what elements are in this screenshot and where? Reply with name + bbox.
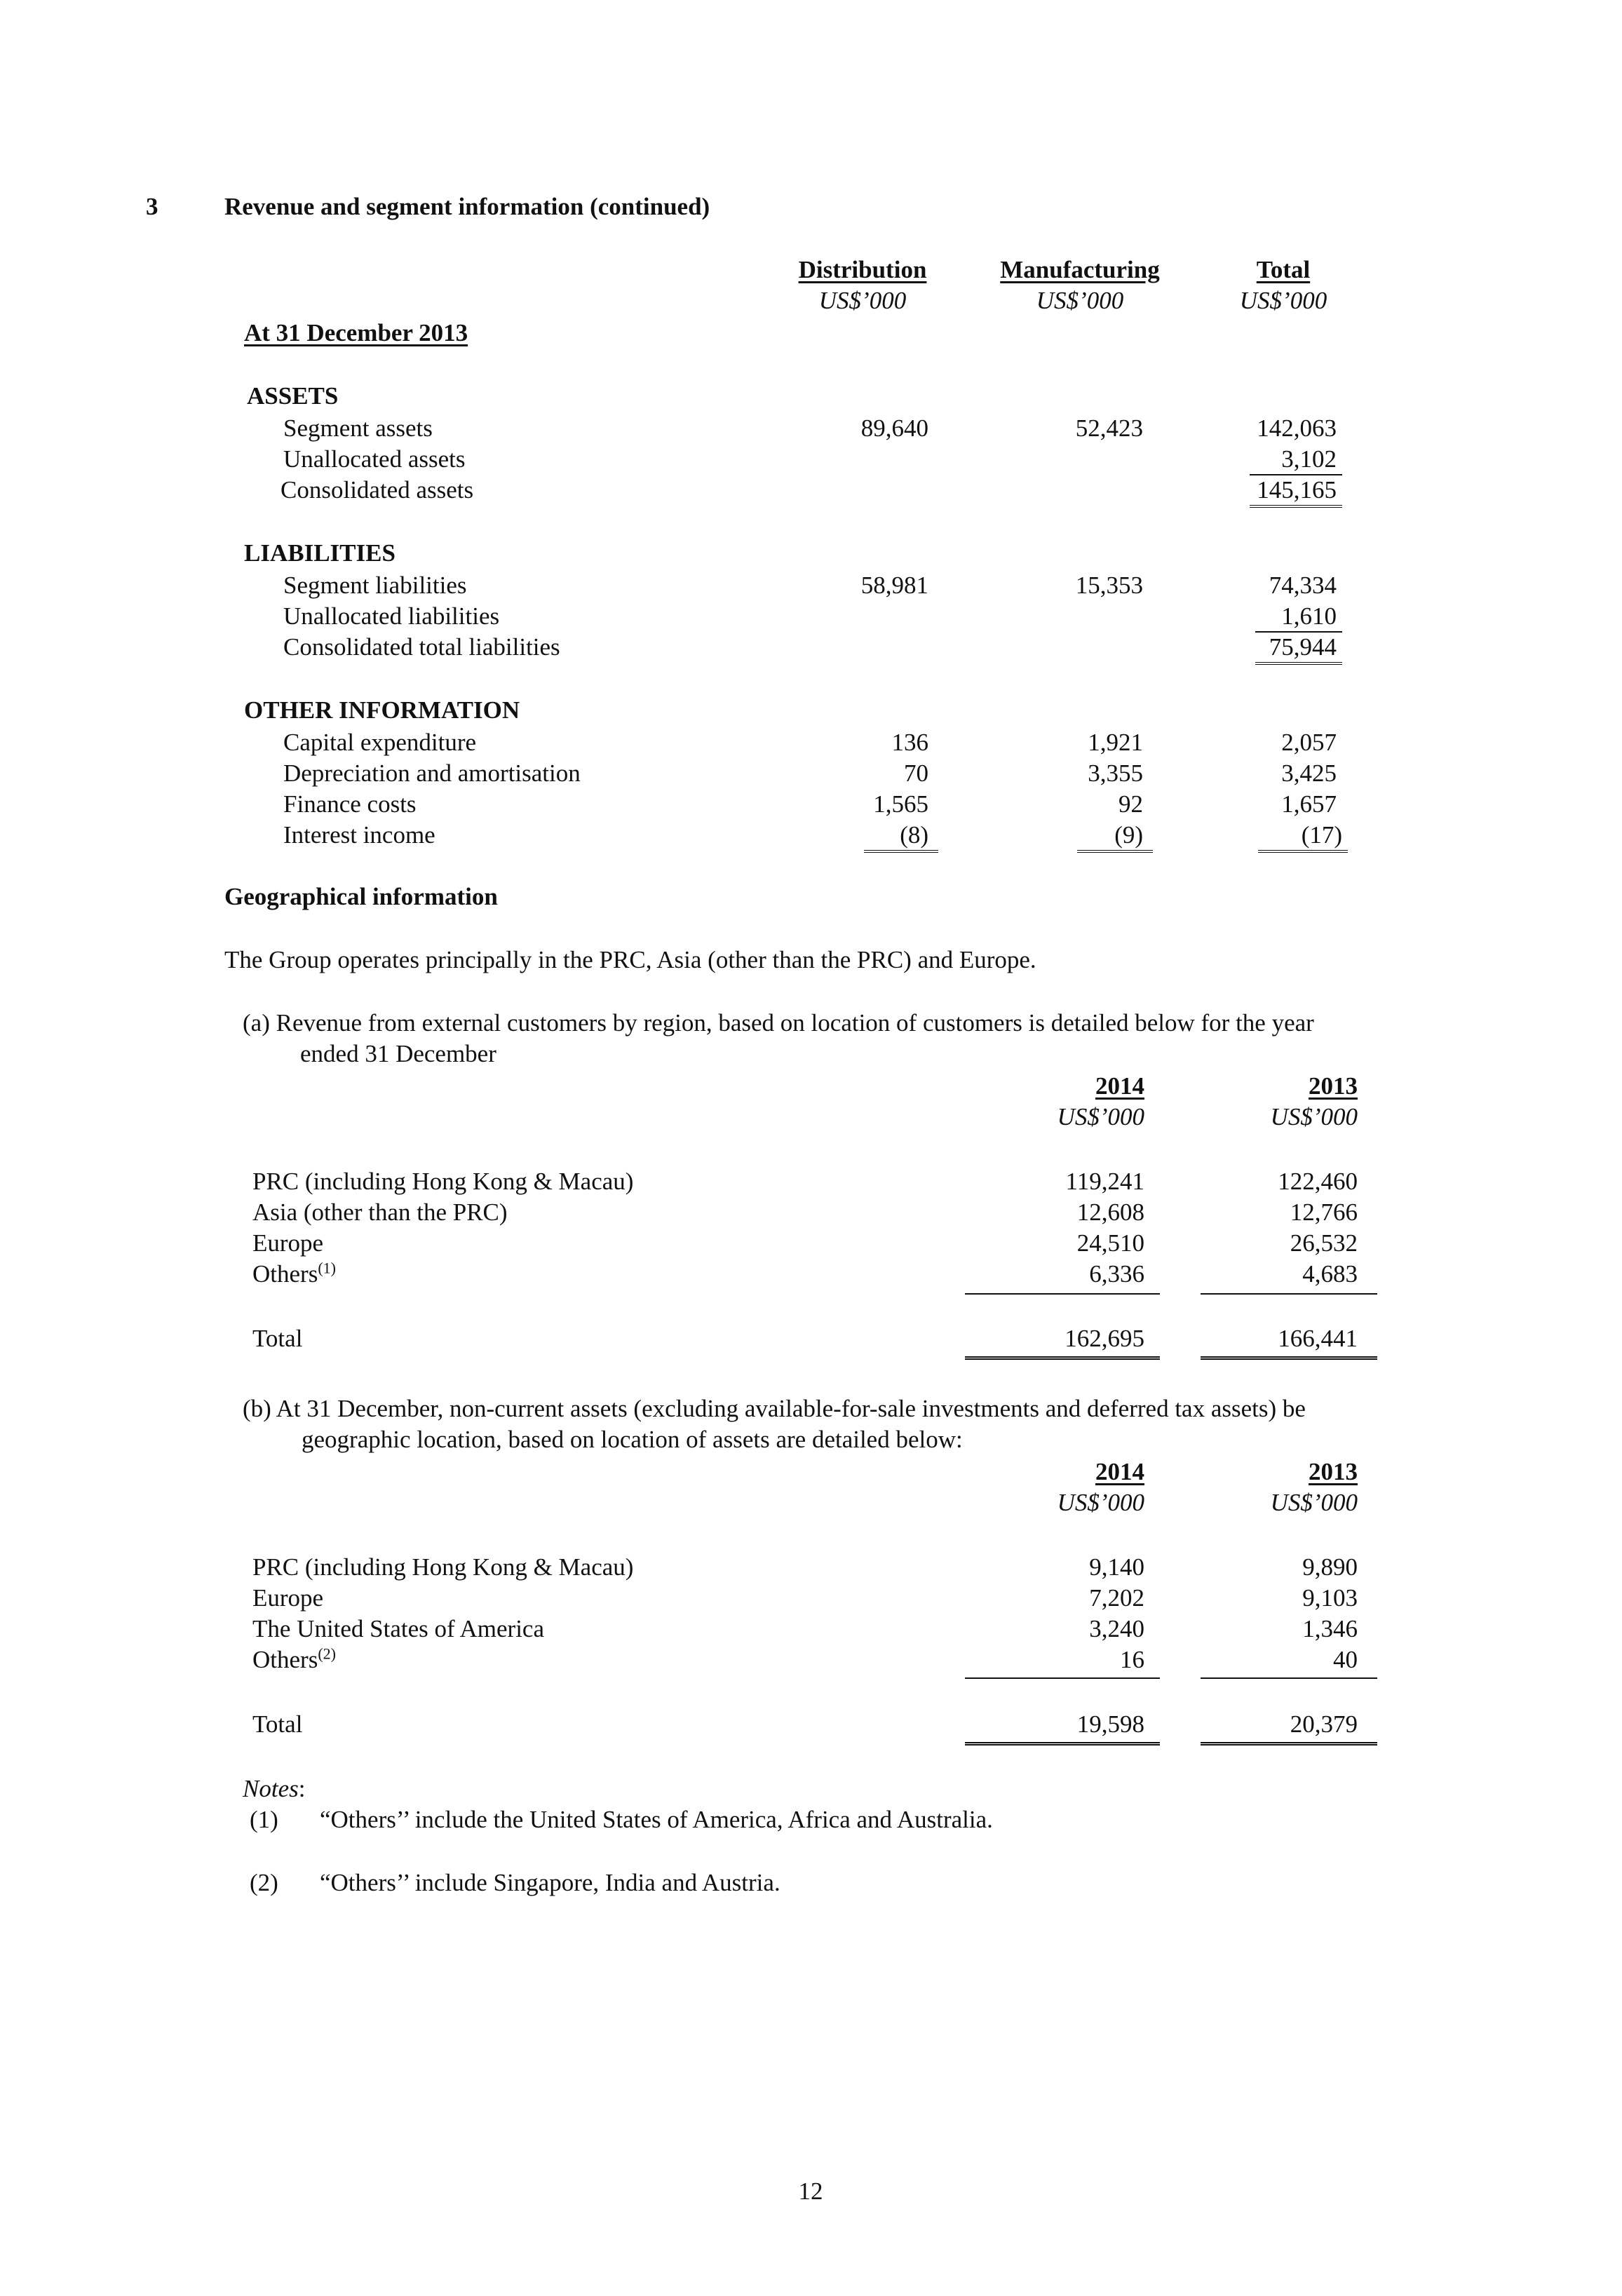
- value-2014: 3,240: [1089, 1615, 1144, 1642]
- notes-heading: Notes:: [243, 1775, 306, 1802]
- geo-heading: Geographical information: [224, 883, 498, 910]
- row-label: Consolidated assets: [281, 476, 474, 504]
- value-2013: 4,683: [1302, 1260, 1358, 1288]
- value-distribution: 1,565: [873, 790, 928, 818]
- row-label: Segment liabilities: [283, 572, 467, 599]
- unit-2014: US$’000: [1057, 1103, 1144, 1130]
- value-2013: 9,890: [1302, 1553, 1358, 1581]
- total-2013: 166,441: [1278, 1325, 1358, 1352]
- row-label: Europe: [252, 1584, 324, 1612]
- subtotal-rule-2014: [965, 1677, 1160, 1679]
- value-distribution: 58,981: [860, 572, 928, 599]
- value-2014: 24,510: [1076, 1229, 1144, 1257]
- value-total: 3,102: [1281, 445, 1337, 473]
- col-header-distribution: Distribution: [798, 256, 927, 283]
- geo-b-text-2: geographic location, based on location of assets are detailed below:: [302, 1426, 963, 1453]
- note-ref-1: (1): [318, 1259, 336, 1277]
- subtotal-rule-2013: [1201, 1293, 1377, 1295]
- total-rule-2014: [965, 1742, 1160, 1745]
- geo-a-text-2: ended 31 December: [300, 1040, 496, 1067]
- row-label: Interest income: [283, 821, 435, 849]
- col-header-2013: 2013: [1309, 1458, 1358, 1485]
- value-distribution: 89,640: [860, 414, 928, 442]
- col-header-2014: 2014: [1095, 1458, 1144, 1485]
- row-label: Finance costs: [283, 790, 417, 818]
- note-text: “Others’’ include Singapore, India and Austria.: [320, 1869, 780, 1896]
- value-total: 74,334: [1269, 572, 1337, 599]
- total-cell-underlined: [1250, 443, 1342, 475]
- others-label: Others: [252, 1646, 318, 1673]
- row-label-others: [252, 1644, 336, 1675]
- row-label: Europe: [252, 1229, 324, 1257]
- value-2014: 16: [1120, 1646, 1144, 1673]
- total-label: Total: [252, 1325, 303, 1352]
- note-ref-2: (2): [318, 1645, 336, 1663]
- section-title: Revenue and segment information (continued): [224, 193, 710, 220]
- value-2013: 1,346: [1302, 1615, 1358, 1642]
- total-2013: 20,379: [1290, 1710, 1358, 1738]
- liabilities-heading: LIABILITIES: [244, 539, 396, 567]
- value-total: 75,944: [1269, 633, 1337, 661]
- value-distribution: 70: [904, 759, 928, 787]
- col-header-2013: 2013: [1309, 1072, 1358, 1100]
- subtotal-rule-2014: [965, 1293, 1160, 1295]
- value-2013: 122,460: [1278, 1168, 1358, 1195]
- value-manufacturing: (9): [1114, 821, 1143, 849]
- col-header-2014: 2014: [1095, 1072, 1144, 1100]
- total-2014: 162,695: [1065, 1325, 1144, 1352]
- value-2013: 9,103: [1302, 1584, 1358, 1612]
- geo-intro: The Group operates principally in the PRC, Asia (other than the PRC) and Europe.: [224, 946, 1036, 973]
- unit-2013: US$’000: [1270, 1489, 1358, 1516]
- date-heading: At 31 December 2013: [244, 319, 468, 346]
- unit-manufacturing: US$’000: [1036, 287, 1124, 314]
- value-manufacturing: 92: [1118, 790, 1143, 818]
- value-2014: 12,608: [1076, 1198, 1144, 1226]
- total-rule-2013: [1201, 1356, 1377, 1360]
- value-distribution: 136: [891, 729, 928, 756]
- value-2014: 119,241: [1065, 1168, 1144, 1195]
- subtotal-rule-2013: [1201, 1677, 1377, 1679]
- value-total: 142,063: [1257, 414, 1337, 442]
- value-total: 3,425: [1281, 759, 1337, 787]
- row-label: Segment assets: [283, 414, 433, 442]
- unit-total: US$’000: [1239, 287, 1327, 314]
- distribution-cell-double: [864, 819, 938, 853]
- manufacturing-cell-double: [1077, 819, 1153, 853]
- notes-heading-text: Notes: [243, 1775, 299, 1802]
- total-label: Total: [252, 1710, 303, 1738]
- assets-heading: ASSETS: [247, 382, 339, 410]
- value-2014: 6,336: [1089, 1260, 1144, 1288]
- value-2014: 7,202: [1089, 1584, 1144, 1612]
- value-manufacturing: 1,921: [1088, 729, 1143, 756]
- row-label: Capital expenditure: [283, 729, 477, 756]
- total-2014: 19,598: [1076, 1710, 1144, 1738]
- section-number: 3: [146, 193, 158, 220]
- row-label: PRC (including Hong Kong & Macau): [252, 1553, 634, 1581]
- value-2013: 12,766: [1290, 1198, 1358, 1226]
- unit-distribution: US$’000: [818, 287, 907, 314]
- total-cell-double: [1250, 474, 1342, 508]
- others-label: Others: [252, 1260, 318, 1288]
- total-rule-2013: [1201, 1742, 1377, 1745]
- geo-b-text-1: (b) At 31 December, non-current assets (excluding available-for-sale investments and deferred tax assets) be: [243, 1395, 1306, 1422]
- value-total: 1,610: [1281, 602, 1337, 630]
- value-2013: 40: [1333, 1646, 1358, 1673]
- page-number: 12: [798, 2177, 823, 2205]
- col-header-total: Total: [1256, 256, 1311, 283]
- value-total: 2,057: [1281, 729, 1337, 756]
- total-cell-double: [1255, 631, 1342, 665]
- row-label: PRC (including Hong Kong & Macau): [252, 1168, 634, 1195]
- row-label: Unallocated assets: [283, 445, 466, 473]
- row-label: Unallocated liabilities: [283, 602, 500, 630]
- value-total: 145,165: [1257, 476, 1337, 504]
- total-rule-2014: [965, 1356, 1160, 1360]
- value-manufacturing: 15,353: [1075, 572, 1143, 599]
- value-2014: 9,140: [1089, 1553, 1144, 1581]
- row-label: Depreciation and amortisation: [283, 759, 581, 787]
- value-manufacturing: 52,423: [1075, 414, 1143, 442]
- total-cell-underlined: [1255, 600, 1342, 633]
- note-number: (2): [250, 1869, 278, 1896]
- note-text: “Others’’ include the United States of America, Africa and Australia.: [320, 1806, 993, 1833]
- row-label: Asia (other than the PRC): [252, 1198, 508, 1226]
- geo-a-text-1: (a) Revenue from external customers by region, based on location of customers is detailed below for the year: [243, 1009, 1314, 1036]
- note-number: (1): [250, 1806, 278, 1833]
- row-label-others: [252, 1258, 336, 1290]
- value-distribution: (8): [900, 821, 928, 849]
- col-header-manufacturing: Manufacturing: [1000, 256, 1160, 283]
- row-label: Consolidated total liabilities: [283, 633, 560, 661]
- other-info-heading: OTHER INFORMATION: [244, 696, 520, 724]
- unit-2014: US$’000: [1057, 1489, 1144, 1516]
- row-label: The United States of America: [252, 1615, 544, 1642]
- value-2013: 26,532: [1290, 1229, 1358, 1257]
- unit-2013: US$’000: [1270, 1103, 1358, 1130]
- value-total: 1,657: [1281, 790, 1337, 818]
- total-cell-double: [1258, 819, 1348, 853]
- value-manufacturing: 3,355: [1088, 759, 1143, 787]
- value-total: (17): [1301, 821, 1342, 849]
